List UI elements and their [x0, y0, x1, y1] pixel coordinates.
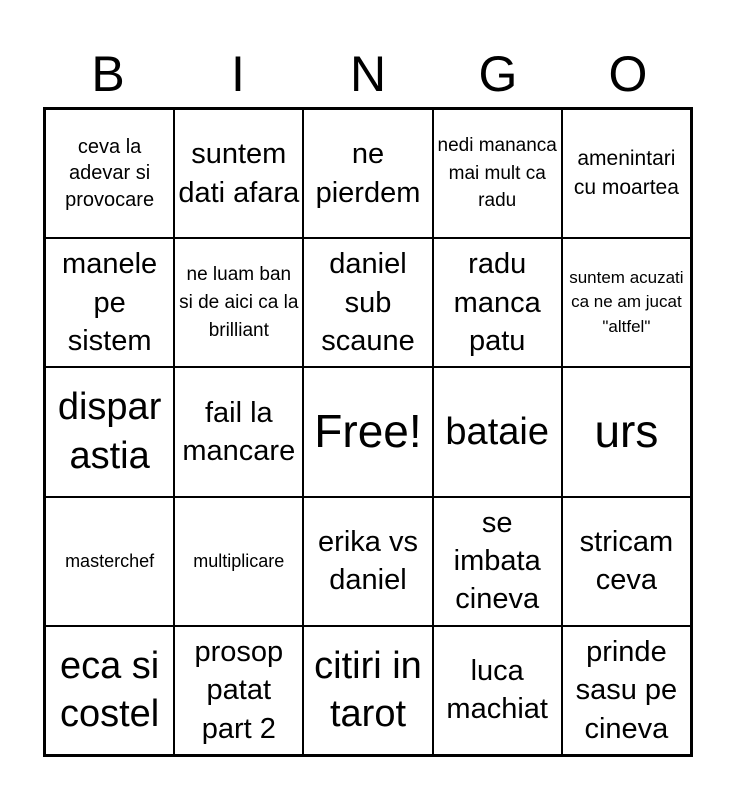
header-letter-n: N: [349, 46, 387, 102]
header-letter-i: I: [231, 46, 245, 102]
bingo-cell[interactable]: [562, 109, 691, 238]
cell-label: luca machiat: [446, 655, 548, 726]
bingo-cell[interactable]: [433, 109, 562, 238]
bingo-cell[interactable]: [174, 626, 303, 755]
cell-label: nedi mananca mai mult ca radu: [437, 135, 557, 212]
header-letter-b: B: [91, 46, 125, 102]
header-letter-g: G: [478, 46, 518, 102]
cell-label: manele pe sistem: [62, 248, 158, 357]
cell-label: bataie: [445, 410, 549, 453]
cell-label: erika vs daniel: [318, 525, 418, 597]
cell-label: amenintari cu moartea: [573, 146, 679, 199]
bingo-cell[interactable]: [174, 367, 303, 496]
cell-label: ne pierdem: [315, 138, 421, 209]
cell-label: radu manca patu: [453, 248, 541, 357]
cell-label: dispar astia: [57, 386, 162, 477]
bingo-cell[interactable]: [45, 109, 174, 238]
cell-label: ne luam ban si de aici ca la brilliant: [179, 264, 299, 341]
bingo-cell[interactable]: [174, 238, 303, 367]
bingo-cell[interactable]: [174, 497, 303, 626]
bingo-cell[interactable]: [562, 497, 691, 626]
cell-label: se imbata cineva: [453, 506, 541, 616]
header-letter-o: O: [608, 46, 648, 102]
cell-label: multiplicare: [193, 550, 285, 571]
cell-label: prosop patat part 2: [194, 635, 284, 745]
cell-label: suntem dati afara: [178, 138, 300, 209]
bingo-header: [43, 40, 693, 108]
cell-label: stricam ceva: [579, 525, 674, 597]
bingo-board: [43, 107, 693, 757]
bingo-cell[interactable]: [303, 497, 432, 626]
bingo-cell[interactable]: [433, 497, 562, 626]
cell-label: suntem acuzati ca ne am jucat "altfel": [569, 267, 684, 337]
bingo-cell[interactable]: [433, 238, 562, 367]
bingo-cell[interactable]: [562, 367, 691, 496]
bingo-cell[interactable]: [45, 497, 174, 626]
cell-label: masterchef: [65, 550, 155, 571]
cell-label: eca si costel: [59, 644, 160, 736]
bingo-cell[interactable]: [45, 626, 174, 755]
cell-label: prinde sasu pe cineva: [575, 635, 678, 745]
bingo-cell[interactable]: [433, 367, 562, 496]
bingo-cell[interactable]: [562, 626, 691, 755]
bingo-cell[interactable]: [303, 626, 432, 755]
bingo-cell[interactable]: [433, 626, 562, 755]
bingo-cell[interactable]: [303, 109, 432, 238]
cell-label: urs: [594, 405, 659, 458]
free-space-label: Free!: [314, 405, 422, 458]
bingo-cell[interactable]: [45, 367, 174, 496]
bingo-cell[interactable]: [562, 238, 691, 367]
bingo-cell[interactable]: [45, 238, 174, 367]
free-space-cell[interactable]: [303, 367, 432, 496]
bingo-cell[interactable]: [303, 238, 432, 367]
cell-label: daniel sub scaune: [321, 248, 415, 357]
cell-label: ceva la adevar si provocare: [65, 136, 155, 211]
cell-label: citiri in tarot: [314, 644, 422, 736]
cell-label: fail la mancare: [182, 396, 296, 467]
bingo-cell[interactable]: [174, 109, 303, 238]
